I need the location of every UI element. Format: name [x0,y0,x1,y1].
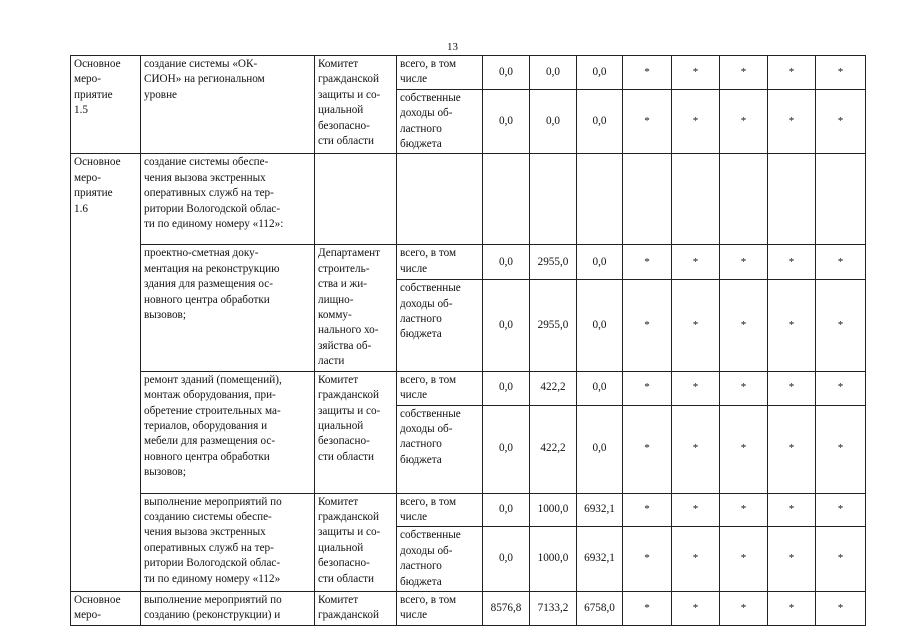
asterisk-cell-text: * [837,503,844,516]
value-cell [530,89,577,154]
asterisk-cell [816,527,866,592]
asterisk-cell [720,56,768,90]
asterisk-cell-text: * [644,255,650,268]
asterisk-cell [672,245,720,280]
asterisk-cell-text: * [837,552,844,565]
asterisk-cell [720,245,768,280]
funding-source-cell-text: собственные доходы об- ластного бюджета [400,91,461,151]
asterisk-cell [623,280,672,372]
value-cell [483,405,530,493]
asterisk-cell-text: * [644,381,650,394]
value-cell [577,527,623,592]
asterisk-cell [768,405,816,493]
asterisk-cell [672,493,720,527]
asterisk-cell [720,493,768,527]
asterisk-cell-text: * [837,381,844,394]
value-cell-text: 0,0 [499,442,513,455]
funding-source-cell [397,371,483,405]
asterisk-cell-text: * [837,255,844,268]
funding-source-cell-text: всего, в том числе [400,247,457,275]
asterisk-cell [816,245,866,280]
value-cell-text: 0,0 [499,503,513,516]
asterisk-cell [672,280,720,372]
funding-source-cell [397,591,483,625]
asterisk-cell [623,493,672,527]
asterisk-cell [720,527,768,592]
value-cell-text: 0,0 [546,114,560,127]
executor-cell-text: Департамент строитель- ства и жи- лищно- комму- нального хо- зяйства об- ласти [318,247,381,368]
asterisk-cell-text: * [692,114,699,127]
funding-source-cell-text: всего, в том числе [400,58,457,86]
asterisk-cell-text: * [692,318,699,331]
event-description-cell-text: создание системы «ОК- СИОН» на региональном уровне [144,58,265,101]
funding-source-cell [397,245,483,280]
table-row [71,154,866,245]
funding-source-cell-text: всего, в том числе [400,495,457,523]
value-cell-text: 0,0 [499,552,513,565]
empty-cell [483,154,530,245]
asterisk-cell [672,56,720,90]
asterisk-cell-text: * [692,442,699,455]
asterisk-cell [768,56,816,90]
funding-source-cell-text: всего, в том числе [400,593,457,622]
value-cell [530,56,577,90]
asterisk-cell-text: * [788,442,795,455]
value-cell [483,527,530,592]
value-cell [577,493,623,527]
funding-source-cell [397,56,483,90]
value-cell [577,245,623,280]
value-cell-text: 422,2 [540,381,566,394]
executor-cell [315,154,397,245]
asterisk-cell-text: * [644,552,650,565]
asterisk-cell [768,493,816,527]
asterisk-cell-text: * [740,114,747,127]
value-cell [577,56,623,90]
empty-cell [577,154,623,245]
funding-source-cell-text: всего, в том числе [400,373,457,402]
funding-source-cell [397,89,483,154]
executor-cell [315,56,397,154]
asterisk-cell-text: * [740,255,747,268]
asterisk-cell [816,56,866,90]
event-description-cell [141,56,315,154]
event-label-cell [71,154,141,592]
subitem-description-cell-text: проектно-сметная доку- ментация на реконструкцию здания для размещения ос- новного центра обработки вызовов; [144,247,280,322]
value-cell-text: 6932,1 [584,552,615,565]
asterisk-cell-text: * [837,65,844,78]
asterisk-cell [816,371,866,405]
value-cell [530,591,577,625]
value-cell [530,493,577,527]
value-cell-text: 0,0 [499,65,513,78]
subitem-description-cell-text: выполнение мероприятий по созданию системы обеспе- чения вызова экстренных оперативных служб на тер- ритории Вологодской облас- ти по единому номеру «112» [144,495,282,585]
executor-cell-text: Комитет гражданской защиты и со- циальной безопасно- сти области [318,58,381,148]
value-cell-text: 0,0 [592,65,607,78]
value-cell-text: 0,0 [592,255,607,268]
asterisk-cell-text: * [788,318,795,331]
asterisk-cell-text: * [644,65,650,78]
asterisk-cell [768,527,816,592]
executor-cell [315,245,397,371]
asterisk-cell-text: * [788,65,795,78]
asterisk-cell-text: * [644,318,650,331]
asterisk-cell-text: * [740,318,747,331]
funding-source-cell [397,493,483,527]
value-cell [483,493,530,527]
empty-cell [672,154,720,245]
asterisk-cell [623,405,672,493]
page-number: 13 [447,41,458,53]
asterisk-cell [768,280,816,372]
asterisk-cell [672,591,720,625]
asterisk-cell-text: * [837,114,844,127]
event-label-cell [71,56,141,154]
asterisk-cell [672,89,720,154]
asterisk-cell [623,591,672,625]
value-cell-text: 8576,8 [490,601,522,614]
asterisk-cell [720,280,768,372]
value-cell [483,245,530,280]
asterisk-cell-text: * [692,255,699,268]
asterisk-cell [672,371,720,405]
asterisk-cell [768,371,816,405]
empty-cell [623,154,672,245]
asterisk-cell [816,280,866,372]
asterisk-cell-text: * [644,442,650,455]
event-label-cell [71,591,141,625]
executor-cell-text: Комитет гражданской защиты и со- циальной безопасно- сти области [318,495,381,585]
asterisk-cell [768,245,816,280]
asterisk-cell-text: * [837,318,844,331]
asterisk-cell-text: * [788,601,795,614]
value-cell [483,280,530,372]
asterisk-cell [672,527,720,592]
asterisk-cell-text: * [837,442,844,455]
asterisk-cell-text: * [788,381,795,394]
asterisk-cell-text: * [788,114,795,127]
value-cell-text: 0,0 [592,114,607,127]
executor-cell [315,591,397,625]
value-cell [577,280,623,372]
asterisk-cell [816,89,866,154]
subitem-description-cell [141,245,315,371]
asterisk-cell [720,89,768,154]
empty-cell [816,154,866,245]
asterisk-cell-text: * [644,503,650,516]
asterisk-cell-text: * [692,503,699,516]
value-cell [483,89,530,154]
asterisk-cell [623,89,672,154]
funding-source-cell [397,527,483,592]
asterisk-cell-text: * [644,114,650,127]
asterisk-cell-text: * [788,552,795,565]
value-cell [530,371,577,405]
event-label-cell-text: Основное меро- приятие 1.6 [74,156,121,215]
asterisk-cell-text: * [644,601,650,614]
funding-source-cell-text: собственные доходы об- ластного бюджета [400,282,461,341]
value-cell [577,405,623,493]
asterisk-cell-text: * [740,442,747,455]
program-events-table [70,55,866,626]
asterisk-cell-text: * [740,601,747,614]
value-cell-text: 0,0 [499,255,513,268]
subitem-description-cell [141,371,315,493]
funding-source-cell [397,154,483,245]
asterisk-cell [816,493,866,527]
subitem-description-cell-text: ремонт зданий (помещений), монтаж оборудования, при- обретение строительных ма- териалов, оборудования и мебели для размещения ос- новного центра обработки вызовов; [144,373,282,479]
value-cell [483,371,530,405]
value-cell-text: 6932,1 [584,503,615,516]
value-cell-text: 0,0 [499,381,513,394]
funding-source-cell-text: собственные доходы об- ластного бюджета [400,529,461,588]
asterisk-cell [768,89,816,154]
executor-cell [315,371,397,493]
value-cell-text: 1000,0 [537,552,569,565]
subitem-description-cell [141,493,315,591]
value-cell-text: 2955,0 [537,318,569,331]
value-cell [577,89,623,154]
asterisk-cell [672,405,720,493]
value-cell [530,405,577,493]
event-description-cell [141,591,315,625]
value-cell-text: 0,0 [499,114,513,127]
asterisk-cell [720,405,768,493]
funding-source-cell [397,405,483,493]
value-cell [483,56,530,90]
asterisk-cell-text: * [692,601,699,614]
value-cell [530,280,577,372]
asterisk-cell-text: * [740,381,747,394]
value-cell-text: 0,0 [499,318,513,331]
empty-cell [530,154,577,245]
value-cell-text: 0,0 [592,381,607,394]
asterisk-cell-text: * [740,65,747,78]
asterisk-cell-text: * [692,65,699,78]
table-row [71,371,866,405]
table-row [71,493,866,527]
value-cell-text: 1000,0 [537,503,569,516]
empty-cell [768,154,816,245]
funding-source-cell-text: собственные доходы об- ластного бюджета [400,407,461,466]
value-cell [483,591,530,625]
value-cell-text: 0,0 [592,318,607,331]
value-cell [577,371,623,405]
value-cell-text: 6758,0 [584,601,615,614]
event-label-cell-text: Основное меро- [74,593,121,622]
table-row [71,56,866,90]
asterisk-cell-text: * [837,601,844,614]
value-cell-text: 0,0 [592,442,607,455]
table-row [71,591,866,625]
asterisk-cell [768,591,816,625]
asterisk-cell [623,527,672,592]
asterisk-cell [720,591,768,625]
table-body [71,56,866,626]
value-cell-text: 0,0 [546,65,560,78]
asterisk-cell-text: * [692,381,699,394]
asterisk-cell [816,591,866,625]
value-cell-text: 2955,0 [537,255,569,268]
value-cell-text: 7133,2 [537,601,569,614]
asterisk-cell [816,405,866,493]
executor-cell [315,493,397,591]
empty-cell [720,154,768,245]
executor-cell-text: Комитет гражданской защиты и со- циальной безопасно- сти области [318,373,381,463]
value-cell-text: 422,2 [540,442,566,455]
event-label-cell-text: Основное меро- приятие 1.5 [74,58,121,117]
asterisk-cell-text: * [788,503,795,516]
asterisk-cell [623,245,672,280]
asterisk-cell [623,56,672,90]
value-cell [530,527,577,592]
asterisk-cell-text: * [692,552,699,565]
value-cell [577,591,623,625]
asterisk-cell-text: * [740,503,747,516]
event-description-cell [141,154,315,245]
asterisk-cell-text: * [740,552,747,565]
executor-cell-text: Комитет гражданской [318,593,379,622]
table-row [71,245,866,280]
asterisk-cell-text: * [788,255,795,268]
asterisk-cell [623,371,672,405]
value-cell [530,245,577,280]
asterisk-cell [720,371,768,405]
funding-source-cell [397,280,483,372]
event-description-cell-text: создание системы обеспе- чения вызова экстренных оперативных служб на тер- ритории Вологодской облас- ти по единому номеру «112»: [144,156,284,231]
event-description-cell-text: выполнение мероприятий по созданию (реконструкции) и [144,593,282,622]
